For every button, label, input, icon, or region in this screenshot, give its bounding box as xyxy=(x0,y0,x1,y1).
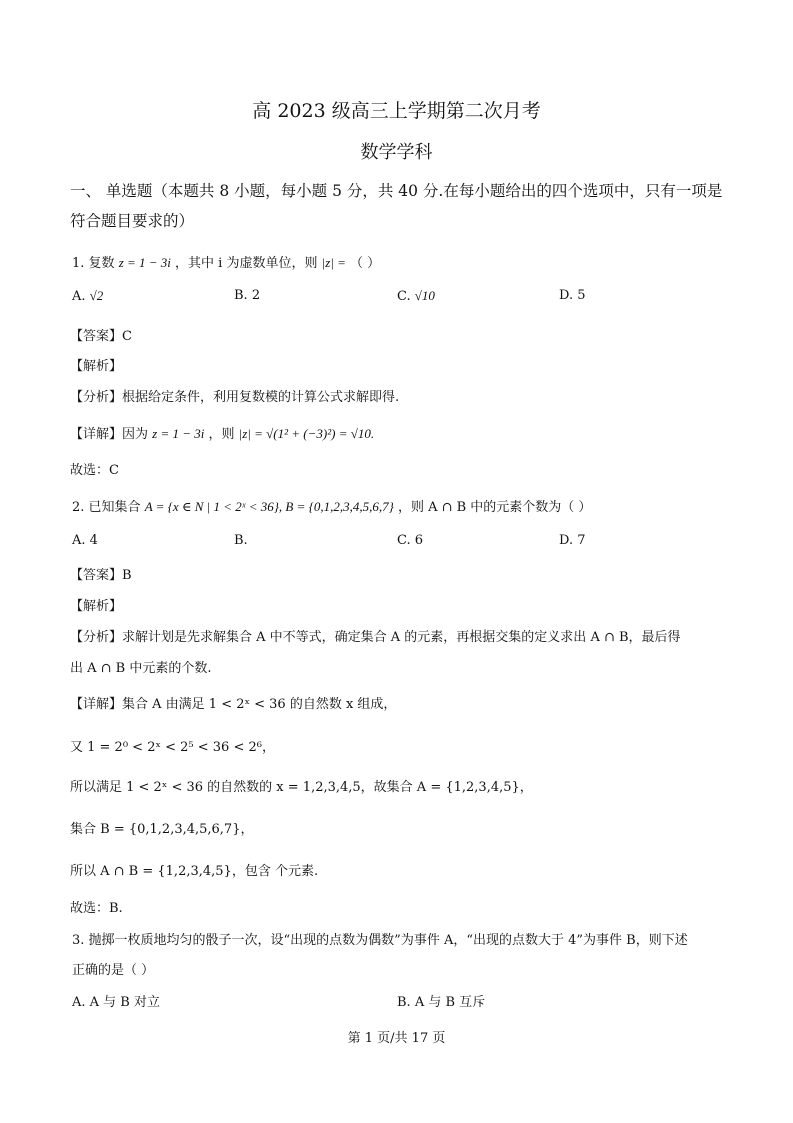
q1-option-a-label: A. xyxy=(72,289,86,304)
q2-detail-3: 所以满足 1 < 2ˣ < 36 的自然数的 x = 1,2,3,4,5，故集合 A = {1,2,3,4,5}， xyxy=(70,780,533,795)
q1-option-c-label: C. xyxy=(397,289,411,304)
q2-stem-a: 2. 已知集合 xyxy=(72,500,141,515)
q1-detail-expr1: z = 1 − 3i xyxy=(152,426,205,441)
q1-detail-a: 【详解】因为 xyxy=(70,427,149,442)
q1-paren: （ ） xyxy=(350,256,381,271)
q2-stem-b: ，则 A ∩ B 中的元素个数为（ ） xyxy=(397,500,592,515)
question-1-stem xyxy=(72,252,380,271)
q1-option-c xyxy=(397,288,435,304)
q2-detail-4: 集合 B = {0,1,2,3,4,5,6,7}， xyxy=(70,822,254,837)
q1-detail-b: ，则 xyxy=(208,427,235,442)
q2-option-c: C. 6 xyxy=(397,533,424,548)
q2-set-a: A = {x ∈ N | 1 < 2ˣ < 36} xyxy=(144,499,279,514)
section-heading: 一、 单选题（本题共 8 小题，每小题 5 分，共 40 分.在每小题给出的四个选项中，只有一项是符合题目要求的） xyxy=(70,182,723,230)
q1-analysis-tag: 【解析】 xyxy=(70,359,123,374)
exam-subject: 数学学科 xyxy=(360,142,433,163)
q2-fenxi-2: 出 A ∩ B 中元素的个数. xyxy=(70,661,212,676)
q1-option-b: B. 2 xyxy=(234,288,261,303)
q1-expr-z: z = 1 − 3i xyxy=(118,255,171,270)
exam-title: 高 2023 级高三上学期第二次月考 xyxy=(252,100,541,122)
q3-option-a: A. A 与 B 对立 xyxy=(72,995,160,1010)
q1-expr-abs: |z| = xyxy=(321,255,346,270)
q1-answer: 【答案】C xyxy=(70,329,132,344)
q1-fenxi: 【分析】根据给定条件，利用复数模的计算公式求解即得. xyxy=(70,390,400,405)
q2-analysis-tag: 【解析】 xyxy=(70,599,123,614)
q2-detail-1: 【详解】集合 A 由满足 1 < 2ˣ < 36 的自然数 x 组成， xyxy=(70,697,397,712)
q2-option-d: D. 7 xyxy=(559,533,586,548)
q1-option-c-value: √10 xyxy=(414,288,435,303)
q2-fenxi-1: 【分析】求解计划是先求解集合 A 中不等式，确定集合 A 的元素，再根据交集的定义求出 A ∩ B，最后得 xyxy=(70,630,681,645)
q1-stem-b: ，其中 i 为虚数单位，则 xyxy=(175,256,318,271)
q2-detail-2: 又 1 = 2⁰ < 2ˣ < 2⁵ < 36 < 2⁶， xyxy=(70,740,275,755)
q1-detail xyxy=(70,423,374,442)
page-number: 第 1 页/共 17 页 xyxy=(347,1031,446,1046)
q2-answer: 【答案】B xyxy=(70,568,132,583)
question-3-stem-2: 正确的是（ ） xyxy=(72,963,155,978)
question-3-stem-1: 3. 抛掷一枚质地均匀的骰子一次，设“出现的点数为偶数”为事件 A，“出现的点数大于 4”为事件 B，则下述 xyxy=(72,933,688,948)
question-2-stem xyxy=(72,496,591,515)
q2-option-b: B. xyxy=(234,533,248,548)
q1-detail-expr2: |z| = √(1² + (−3)²) = √10. xyxy=(238,426,375,441)
q2-detail-5: 所以 A ∩ B = {1,2,3,4,5}，包含 个元素. xyxy=(70,864,319,879)
q2-choice: 故选：B. xyxy=(70,901,123,916)
q1-choice: 故选：C xyxy=(70,463,119,478)
q1-option-a xyxy=(72,288,103,304)
q1-option-a-value: √2 xyxy=(89,288,104,303)
q3-option-b: B. A 与 B 互斥 xyxy=(397,995,486,1010)
q2-set-b: , B = {0,1,2,3,4,5,6,7} xyxy=(278,499,394,514)
q1-stem-a: 1. 复数 xyxy=(72,256,115,271)
q2-option-a: A. 4 xyxy=(72,533,98,548)
q1-option-d: D. 5 xyxy=(559,288,586,303)
